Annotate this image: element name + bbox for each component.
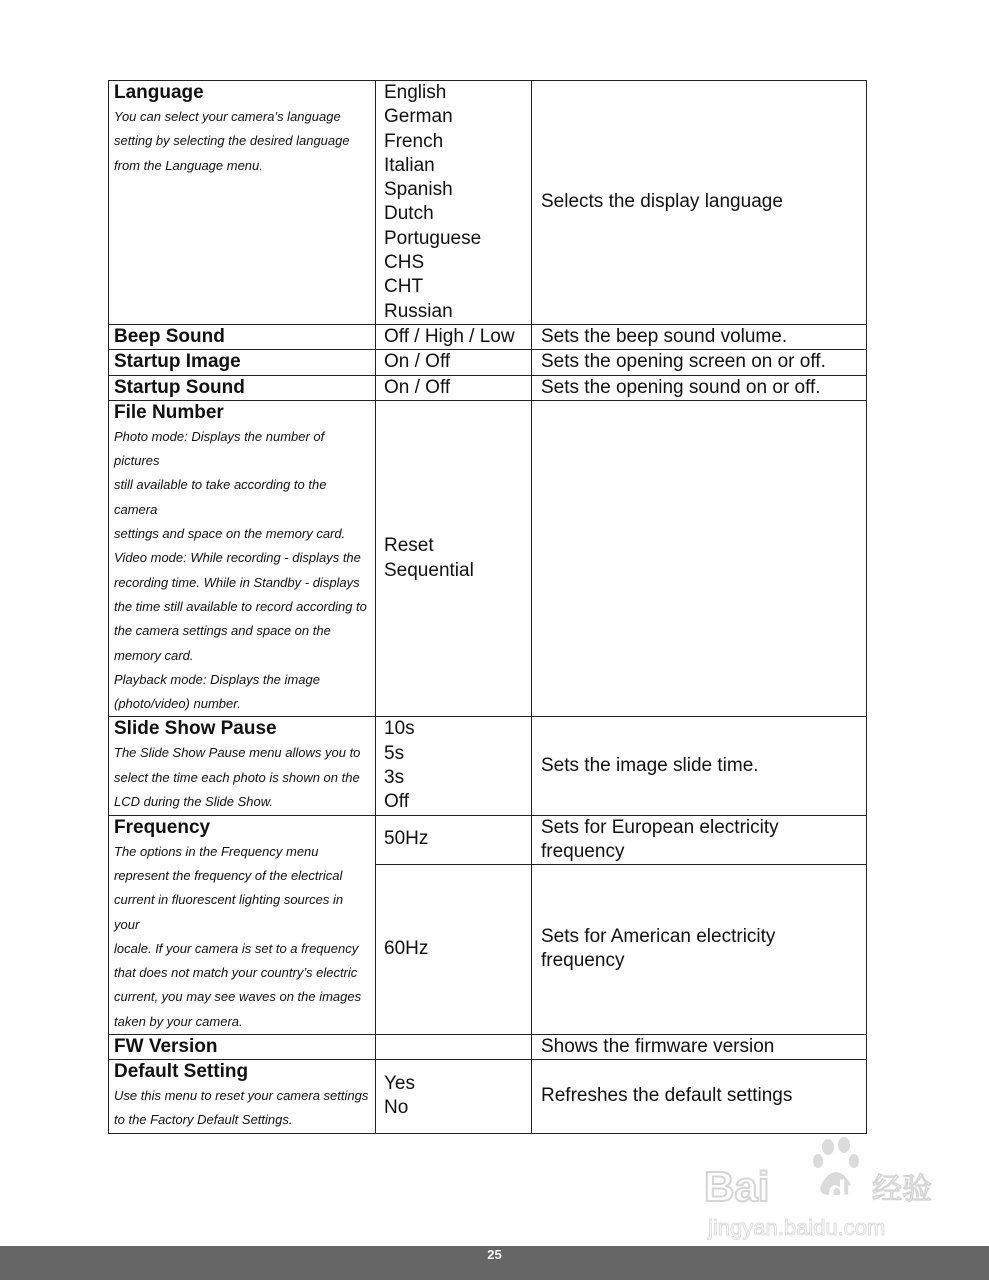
option-value: 10s (384, 718, 415, 740)
setting-note: taken by your camera. (114, 1013, 243, 1029)
setting-title: Language (114, 82, 204, 103)
setting-description: Sets the opening screen on or off. (541, 351, 826, 373)
setting-note: locale. If your camera is set to a frequency (114, 940, 359, 956)
table-row-fw-version (109, 1034, 867, 1059)
setting-description: Sets for European electricity (541, 816, 779, 838)
setting-note: setting by selecting the desired language (114, 133, 350, 149)
setting-description: Selects the display language (541, 191, 783, 213)
setting-desc-cell (532, 717, 867, 815)
setting-desc-cell (532, 1034, 867, 1059)
setting-title: Default Setting (114, 1060, 249, 1082)
setting-note: select the time each photo is shown on the (114, 769, 360, 785)
option-value: Sequential (384, 559, 474, 581)
option-value: CHS (384, 252, 425, 274)
setting-name-cell (109, 717, 376, 815)
setting-note: The Slide Show Pause menu allows you to (114, 745, 361, 761)
setting-options-cell (376, 400, 532, 717)
option-value: 60Hz (384, 938, 429, 960)
table-row-language (109, 81, 867, 325)
setting-options-cell (376, 81, 532, 325)
setting-title: Frequency (114, 816, 211, 838)
setting-title: Beep Sound (114, 325, 225, 347)
setting-note: (photo/video) number. (114, 696, 241, 712)
option-value: On / Off (384, 376, 451, 398)
page-number: 25 (487, 1247, 502, 1262)
option-value: Off (384, 791, 409, 813)
setting-desc-cell (532, 81, 867, 325)
table-row-beep-sound (109, 324, 867, 349)
setting-title: Slide Show Pause (114, 718, 277, 740)
setting-note: current in fluorescent lighting sources in your (114, 892, 344, 932)
svg-text:jingyan.baidu.com: jingyan.baidu.com (708, 1215, 886, 1240)
setting-name-cell (109, 815, 376, 1034)
setting-note: from the Language menu. (114, 157, 263, 173)
setting-note: The options in the Frequency menu (114, 843, 319, 859)
option-value: Spanish (384, 179, 453, 201)
setting-title: File Number (114, 401, 224, 423)
watermark-icon (700, 1135, 940, 1245)
setting-note: Use this menu to reset your camera settings (114, 1087, 369, 1103)
setting-description: frequency (541, 840, 625, 862)
settings-table (108, 80, 867, 1134)
table-row-frequency (109, 815, 867, 864)
option-value: Off / High / Low (384, 325, 515, 347)
option-value: French (384, 130, 444, 152)
option-value: Italian (384, 154, 435, 176)
option-value: English (384, 82, 447, 103)
setting-desc-cell (532, 864, 867, 1034)
setting-options-cell (376, 350, 532, 375)
table-row-default-setting (109, 1059, 867, 1133)
baidu-watermark-logo (700, 1135, 940, 1245)
setting-options-cell (376, 375, 532, 400)
setting-name-cell (109, 1034, 376, 1059)
setting-note: settings and space on the memory card. (114, 526, 346, 542)
option-value: 50Hz (384, 828, 429, 850)
setting-desc-cell (532, 324, 867, 349)
setting-note: current, you may see waves on the images (114, 989, 362, 1005)
option-value: On / Off (384, 351, 451, 373)
option-value: German (384, 106, 453, 128)
setting-name-cell (109, 81, 376, 325)
setting-desc-cell (532, 815, 867, 864)
table-row-startup-sound (109, 375, 867, 400)
page-footer (0, 1246, 989, 1280)
setting-options-cell (376, 815, 532, 864)
setting-description: Sets the beep sound volume. (541, 326, 788, 348)
setting-description: Sets for American electricity (541, 926, 776, 948)
table-row-file-number (109, 400, 867, 717)
setting-options-cell (376, 324, 532, 349)
option-value: No (384, 1097, 409, 1119)
setting-description: Sets the image slide time. (541, 755, 759, 777)
setting-description: frequency (541, 950, 625, 972)
option-value: Portuguese (384, 227, 482, 249)
setting-note: LCD during the Slide Show. (114, 794, 273, 810)
setting-title: Startup Sound (114, 376, 245, 398)
setting-note: that does not match your country’s electric (114, 965, 358, 981)
setting-note: Photo mode: Displays the number of pictures (114, 428, 325, 469)
setting-options-cell (376, 1034, 532, 1059)
setting-desc-cell (532, 350, 867, 375)
setting-note: Playback mode: Displays the image (114, 671, 320, 687)
setting-title: FW Version (114, 1035, 218, 1057)
option-value: Yes (384, 1072, 415, 1094)
setting-options-cell (376, 864, 532, 1034)
setting-note: recording time. While in Standby - displays (114, 574, 360, 590)
setting-note: You can select your camera’s language (114, 109, 341, 124)
option-value: Russian (384, 300, 453, 322)
setting-description: Sets the opening sound on or off. (541, 376, 821, 398)
setting-name-cell (109, 324, 376, 349)
setting-note: the camera settings and space on the (114, 623, 331, 639)
setting-description: Shows the firmware version (541, 1035, 775, 1057)
setting-options-cell (376, 1059, 532, 1133)
svg-text:Bai: Bai (704, 1163, 770, 1210)
option-value: 3s (384, 767, 405, 789)
option-value: CHT (384, 276, 424, 298)
option-value: Reset (384, 535, 434, 557)
table-row-slide-show-pause (109, 717, 867, 815)
setting-options-cell (376, 717, 532, 815)
setting-name-cell (109, 350, 376, 375)
svg-text:du: du (828, 1175, 865, 1208)
setting-name-cell (109, 375, 376, 400)
table-row-startup-image (109, 350, 867, 375)
setting-desc-cell (532, 400, 867, 717)
setting-note: represent the frequency of the electrical (114, 867, 343, 883)
setting-desc-cell (532, 375, 867, 400)
setting-description: Refreshes the default settings (541, 1085, 793, 1107)
setting-name-cell (109, 1059, 376, 1133)
setting-note: the time still available to record according to (114, 598, 367, 614)
svg-text:经验: 经验 (872, 1172, 932, 1207)
setting-name-cell (109, 400, 376, 717)
setting-note: to the Factory Default Settings. (114, 1112, 293, 1128)
setting-note: still available to take according to the camera (114, 477, 327, 517)
setting-desc-cell (532, 1059, 867, 1133)
setting-note: memory card. (114, 647, 194, 663)
setting-title: Startup Image (114, 351, 241, 373)
option-value: Dutch (384, 203, 434, 225)
setting-note: Video mode: While recording - displays the (114, 550, 361, 566)
option-value: 5s (384, 742, 405, 764)
